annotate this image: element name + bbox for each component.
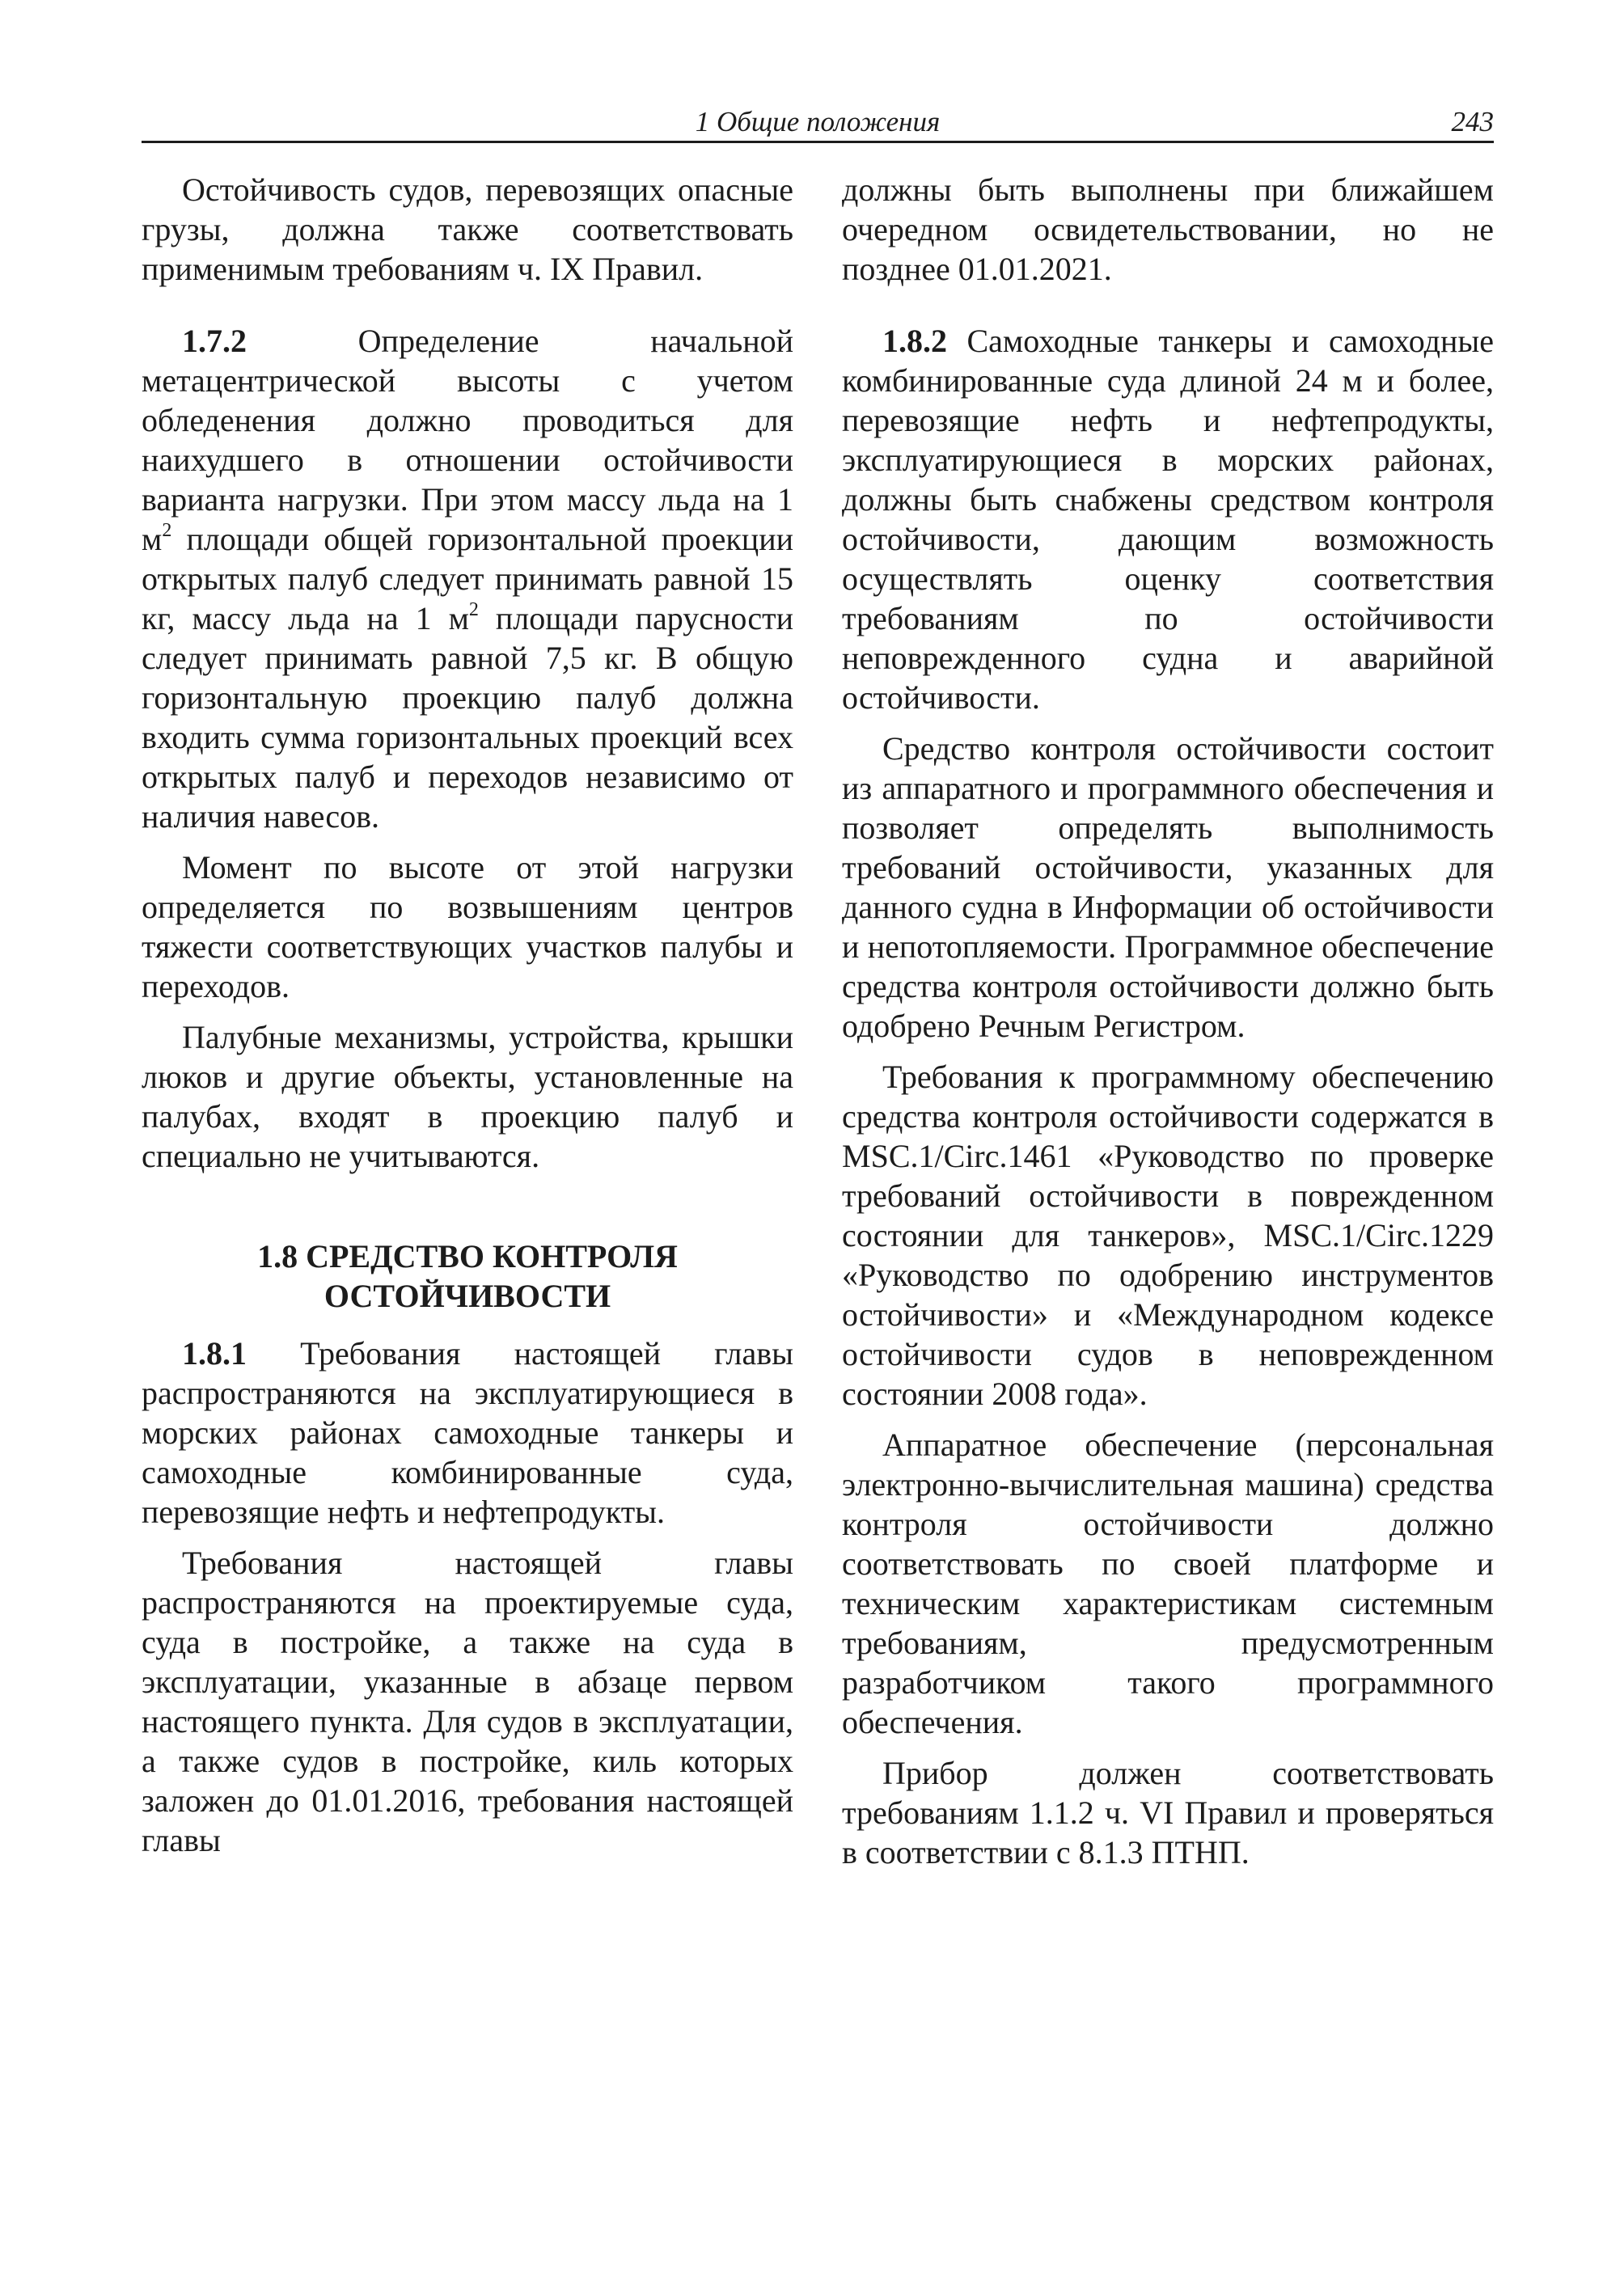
clause-number-1-7-2: 1.7.2 <box>182 323 247 359</box>
paragraph-1-8-2-text: Самоходные танкеры и самоходные комбинированные суда длиной 24 м и более, перевозящие нефть и нефтепродукты, эксплуатирующиеся в морских районах, должны быть снабжены средством контроля остойчивости, дающим возможность осуществлять оценку соответствия требованиям по остойчивости неповрежденного судна и аварийной остойчивости. <box>842 323 1494 716</box>
paragraph-1-7-2-text-c: площади парусности следует принимать равной 7,5 кг. В общую горизонтальную проекцию палуб должна входить сумма горизонтальных проекций всех открытых палуб и переходов независимо от наличия навесов. <box>142 600 793 835</box>
paragraph-height-moment: Момент по высоте от этой нагрузки определяется по возвышениям центров тяжести соответствующих участков палубы и переходов. <box>142 849 793 1004</box>
paragraph-stability-instrument-composition: Средство контроля остойчивости состоит из аппаратного и программного обеспечения и позволяет определять выполнимость требований остойчивости, указанных для данного судна в Информации об остойчивости и непотопляемости. Программное обеспечение средства контроля остойчивости должно быть одобрено Речным Регистром. <box>842 730 1494 1044</box>
paragraph-deck-machinery: Палубные механизмы, устройства, крышки люков и другие объекты, установленные на палубах, входят в проекцию палуб и специально не учитываются. <box>142 1019 793 1174</box>
left-column <box>142 170 793 1860</box>
paragraph-1-7-2-text-a: Определение начальной метацентрической высоты с учетом обледенения должно проводиться для наихудшего в отношении остойчивости варианта нагрузки. При этом массу льда на 1 м <box>142 323 793 557</box>
section-heading-line-1: 1.8 СРЕДСТВО КОНТРОЛЯ <box>257 1238 678 1274</box>
section-heading-1-8 <box>142 1236 793 1316</box>
section-heading-line-2: ОСТОЙЧИВОСТИ <box>324 1278 611 1314</box>
paragraph-applicability-continued: должны быть выполнены при ближайшем очередном освидетельствовании, но не позднее 01.01.2021. <box>842 171 1494 287</box>
superscript-2: 2 <box>468 599 479 621</box>
paragraph-applicability: Требования настоящей главы распространяются на проектируемые суда, суда в постройке, а также на суда в эксплуатации, указанные в абзаце первом настоящего пункта. Для судов в эксплуатации, а также судов в постройке, киль которых заложен до 01.01.2016, требования настоящей главы <box>142 1545 793 1858</box>
clause-number-1-8-1: 1.8.1 <box>182 1335 247 1372</box>
right-column <box>842 170 1494 1872</box>
paragraph-1-7-2 <box>142 321 793 836</box>
paragraph-1-8-2 <box>842 321 1494 717</box>
page-number: 243 <box>1451 106 1494 137</box>
paragraph-1-8-1 <box>142 1334 793 1532</box>
superscript-2: 2 <box>162 520 172 542</box>
paragraph-instrument-compliance: Прибор должен соответствовать требованиям 1.1.2 ч. VI Правил и проверяться в соответствии с 8.1.3 ПТНП. <box>842 1755 1494 1870</box>
paragraph-hazardous-cargo-stability: Остойчивость судов, перевозящих опасные грузы, должна также соответствовать применимым требованиям ч. IX Правил. <box>142 171 793 287</box>
paragraph-1-8-1-text: Требования настоящей главы распространяются на эксплуатирующиеся в морских районах самоходные танкеры и самоходные комбинированные суда, перевозящие нефть и нефтепродукты. <box>142 1335 793 1530</box>
paragraph-hardware-requirements: Аппаратное обеспечение (персональная электронно-вычислительная машина) средства контроля остойчивости должно соответствовать по своей платформе и техническим характеристикам системным требованиям, предусмотренным разработчиком такого программного обеспечения. <box>842 1427 1494 1740</box>
paragraph-1-7-2-text-b: площади общей горизонтальной проекции открытых палуб следует принимать равной 15 кг, массу льда на 1 м <box>142 521 793 636</box>
running-header <box>142 104 1494 143</box>
header-section-title: 1 Общие положения <box>695 106 941 137</box>
paragraph-software-requirements: Требования к программному обеспечению средства контроля остойчивости содержатся в MSC.1/Circ.1461 «Руководство по проверке требований остойчивости в поврежденном состоянии для танкеров», MSC.1/Circ.1229 «Руководство по одобрению инструментов остойчивости» и «Международном кодексе остойчивости судов в неповрежденном состоянии 2008 года». <box>842 1059 1494 1412</box>
clause-number-1-8-2: 1.8.2 <box>882 323 947 359</box>
